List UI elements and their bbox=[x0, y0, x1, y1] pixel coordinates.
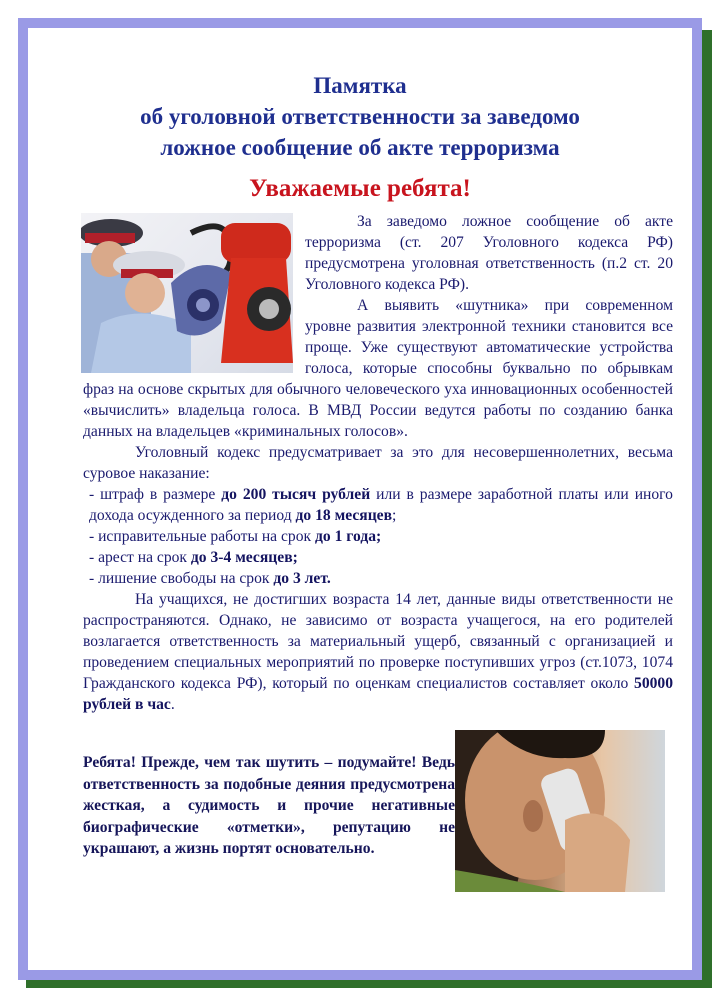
closing-text: Ребята! Прежде, чем так шутить – подумайте! Ведь ответственность за подобные деяния предусмотрена жесткая, а судимость и прочие негативные биографические «отметки», репутацию не украшают, а жизнь портят основательно. bbox=[83, 754, 455, 857]
title-line-3: ложное сообщение об акте терроризма bbox=[160, 135, 560, 160]
boy-phone-illustration bbox=[455, 730, 665, 892]
penalty-arrest: - арест на срок до 3-4 месяцев; bbox=[89, 549, 298, 566]
penalty-prison: - лишение свободы на срок до 3 лет. bbox=[89, 570, 331, 587]
police-phones-illustration bbox=[81, 213, 293, 373]
paragraph-1: За заведомо ложное сообщение об акте терроризма (ст. 207 Уголовного кодекса РФ) предусмотрена уголовная ответственность (п.2 ст. 20 Уголовного кодекса РФ). bbox=[305, 213, 673, 293]
greeting: Уважаемые ребята! bbox=[249, 175, 471, 202]
page-frame bbox=[18, 18, 702, 980]
paragraph-4: На учащихся, не достигших возраста 14 лет, данные виды ответственности не распространяются. Однако, не зависимо от возраста учащегося, на его родителей возлагается ответственность за материальный ущерб, связанный с организацией и проведением специальных мероприятий по проверке поступивших угроз (ст.1073, 1074 Гражданского кодекса РФ), который по оценкам специалистов составляет около 50000 рублей в час. bbox=[83, 591, 673, 713]
police-phones-image bbox=[81, 213, 293, 373]
page-content bbox=[28, 28, 692, 970]
title-line-2: об уголовной ответственности за заведомо bbox=[140, 104, 580, 129]
paragraph-3: Уголовный кодекс предусматривает за это для несовершеннолетних, весьма суровое наказание: bbox=[83, 444, 673, 482]
penalty-fine: - штраф в размере до 200 тысяч рублей или в размере заработной платы или иного дохода осужденного за период до 18 месяцев; bbox=[89, 486, 673, 524]
main-text bbox=[83, 211, 673, 715]
boy-phone-image bbox=[455, 730, 665, 892]
title-line-1: Памятка bbox=[313, 73, 407, 98]
penalty-work: - исправительные работы на срок до 1 года; bbox=[89, 528, 382, 545]
paragraph-2: А выявить «шутника» при современном уровне развития электронной техники становится все проще. Уже существуют автоматические устройства голоса, которые способны буквально по обрывкам фраз на основе скрытых для обычного человеческого уха инновационных особенностей «вычислить» владельца голоса. В МВД России ведутся работы по созданию банка данных на владельцев «криминальных голосов». bbox=[83, 297, 673, 440]
